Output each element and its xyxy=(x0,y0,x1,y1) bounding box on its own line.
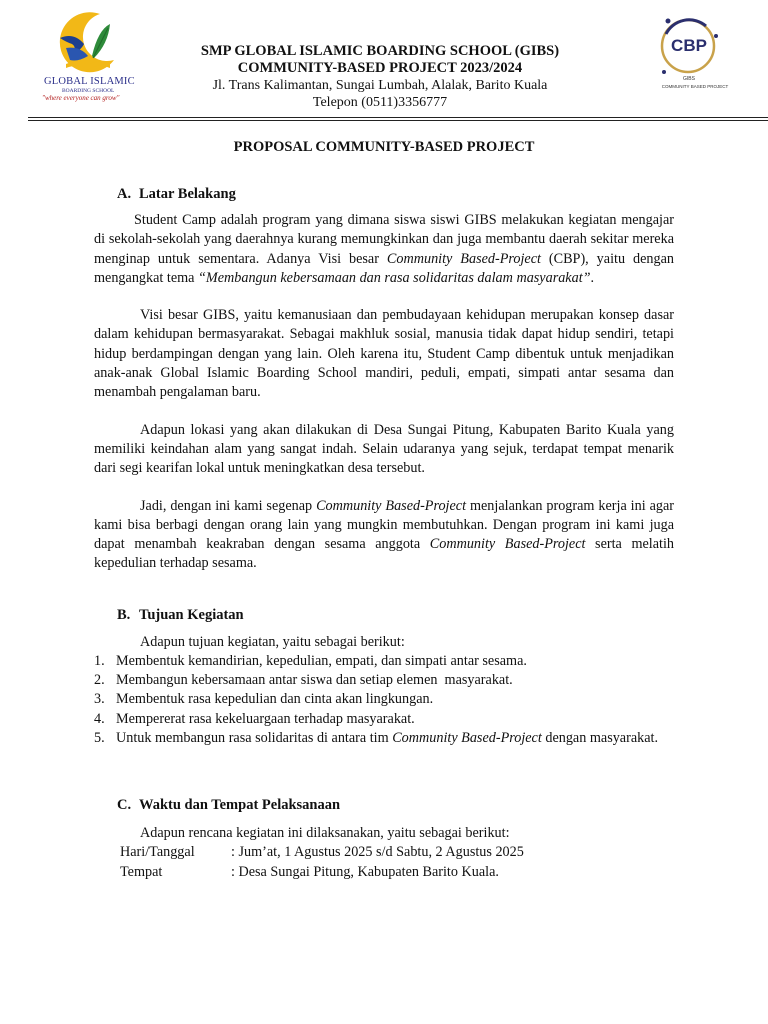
section-a-letter: A. xyxy=(117,186,132,202)
paragraph-1 xyxy=(94,211,674,288)
document-title: PROPOSAL COMMUNITY-BASED PROJECT xyxy=(233,139,535,155)
paragraph-3: Adapun lokasi yang akan dilakukan di Desa Sungai Pitung, Kabupaten Barito Kuala yang memiliki keindahan alam yang sangat indah. Selain udaranya yang sejuk, terdapat tempat menarik dari segi kearifan lokal untuk meningkatkan desa tersebut. xyxy=(94,421,674,477)
school-name: SMP GLOBAL ISLAMIC BOARDING SCHOOL (GIBS) xyxy=(200,43,560,59)
list-item xyxy=(94,729,674,748)
section-a-heading xyxy=(117,186,236,203)
p1-italic-2: “Membangun kebersamaan dan rasa solidaritas dalam masyarakat” xyxy=(198,269,591,286)
schedule-key: Tempat xyxy=(120,863,163,880)
section-c-letter: C. xyxy=(117,797,132,813)
item5-text-2: dengan masyarakat. xyxy=(541,729,659,746)
paragraph-4 xyxy=(94,497,674,574)
list-text: Membangun kebersamaan antar siswa dan setiap elemen masyarakat. xyxy=(116,672,513,689)
school-phone: Telepon (0511)3356777 xyxy=(312,95,448,110)
section-c-heading xyxy=(117,797,340,814)
list-text: Mempererat rasa kekeluargaan terhadap masyarakat. xyxy=(116,710,415,727)
logo-subname: BOARDING SCHOOL xyxy=(62,88,115,94)
list-item xyxy=(94,710,674,729)
cbp-small-1: GIBS xyxy=(683,76,695,82)
schedule-value: : Jum’at, 1 Agustus 2025 s/d Sabtu, 2 Agustus 2025 xyxy=(231,844,524,860)
list-text xyxy=(116,729,674,748)
logo-name: GLOBAL ISLAMIC xyxy=(44,76,135,87)
letterhead xyxy=(150,43,610,111)
section-b-intro: Adapun tujuan kegiatan, yaitu sebagai berikut: xyxy=(140,634,405,650)
project-name: COMMUNITY-BASED PROJECT 2023/2024 xyxy=(237,60,523,76)
gibs-logo xyxy=(40,8,135,108)
list-number: 2. xyxy=(94,672,105,689)
school-address: Jl. Trans Kalimantan, Sungai Lumbah, Alalak, Barito Kuala xyxy=(212,78,548,93)
schedule-key: Hari/Tanggal xyxy=(120,844,195,860)
schedule-table xyxy=(120,843,524,882)
section-c-title: Waktu dan Tempat Pelaksanaan xyxy=(139,797,341,813)
list-text: Membentuk rasa kepedulian dan cinta akan lingkungan. xyxy=(116,691,434,708)
item5-italic: Community Based-Project xyxy=(392,729,542,746)
cbp-small-2: COMMUNITY BASED PROJECT xyxy=(661,84,729,89)
item5-text-1: Untuk membangun rasa solidaritas di antara tim xyxy=(116,729,393,746)
letterhead-rule-thick xyxy=(28,117,768,118)
list-text: Membentuk kemandirian, kepedulian, empati, dan simpati antar sesama. xyxy=(116,653,527,669)
schedule-row-place xyxy=(120,863,524,883)
list-number: 4. xyxy=(94,710,105,727)
p4-italic-1: Community Based-Project xyxy=(316,497,467,514)
schedule-row-date xyxy=(120,843,524,863)
p4-text-1: Jadi, dengan ini kami segenap xyxy=(140,497,317,514)
p1-text-1: Student Camp adalah program yang dimana siswa siswi GIBS melakukan kegiatan mengajar di sekolah-sekolah yang daerahnya kurang memungkinkan dan juga membantu daerah sekitar mereka menginap untuk sementara. Adanya Visi besar xyxy=(94,212,674,267)
section-c-intro: Adapun rencana kegiatan ini dilaksanakan, yaitu sebagai berikut: xyxy=(140,825,510,841)
cbp-mark: CBP xyxy=(671,36,707,55)
list-item xyxy=(94,690,674,709)
p4-text-2: menjalankan program kerja ini agar kami bisa berbagi dengan orang lain yang mungkin membutuhkan. Dengan program ini kami juga dapat menambah keakraban dengan sesama anggota xyxy=(94,497,674,553)
objectives-list xyxy=(94,652,674,748)
list-number: 1. xyxy=(94,653,105,669)
section-a-body xyxy=(94,211,674,574)
p4-italic-2: Community Based-Project xyxy=(429,536,586,553)
list-number: 3. xyxy=(94,691,105,708)
schedule-value: : Desa Sungai Pitung, Kabupaten Barito Kuala. xyxy=(231,863,499,880)
p1-text-3: . xyxy=(590,269,595,286)
list-number: 5. xyxy=(94,729,105,746)
p1-text-2: (CBP), yaitu dengan mengangkat tema xyxy=(94,250,674,286)
section-b-heading xyxy=(117,607,244,624)
cbp-logo xyxy=(648,14,738,100)
logo-tagline: "where everyone can grow" xyxy=(42,94,120,102)
list-item xyxy=(94,652,674,671)
paragraph-2: Visi besar GIBS, yaitu kemanusiaan dan pembudayaan kehidupan merupakan konsep dasar dalam kehidupan bermasyarakat. Sebagai makhluk sosial, manusia tidak dapat hidup sendiri, tetapi hidup berdampingan dengan yang lain. Oleh karena itu, Student Camp dibentuk untuk menjadikan anak-anak Global Islamic Boarding School mandiri, peduli, empati, simpati antar sesama dan menambah pengalaman baru. xyxy=(94,307,674,401)
list-item xyxy=(94,671,674,690)
p1-italic-1: Community Based-Project xyxy=(386,250,541,267)
section-b-title: Tujuan Kegiatan xyxy=(139,607,244,623)
section-b-letter: B. xyxy=(117,607,131,623)
section-a-title: Latar Belakang xyxy=(139,186,236,202)
p4-text-3: serta melatih kepedulian terhadap sesama. xyxy=(94,536,674,572)
letterhead-rule-thin xyxy=(28,120,768,121)
